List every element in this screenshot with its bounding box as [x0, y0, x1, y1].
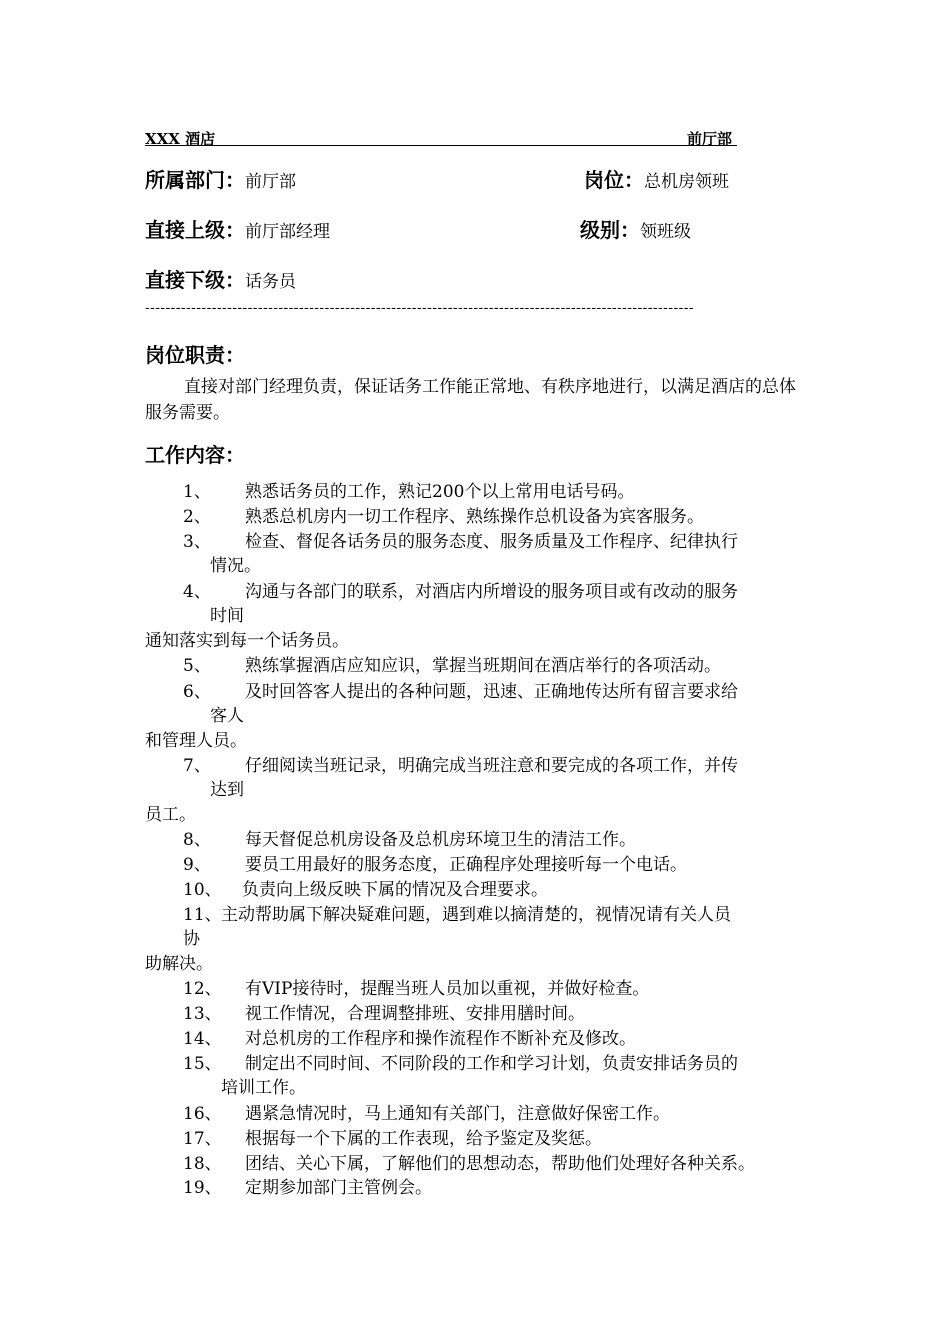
item-text: 根据每一个下属的工作表现，给予鉴定及奖惩。 [245, 1129, 602, 1149]
item-number: 9、 [183, 855, 211, 875]
item-text: 仔细阅读当班记录，明确完成当班注意和要完成的各项工作，并传 [245, 756, 738, 776]
item-number: 7、 [183, 756, 211, 776]
item-continuation: 情况。 [210, 556, 261, 576]
item-number: 18、 [183, 1154, 222, 1174]
item-number: 19、 [183, 1178, 222, 1198]
header-department: 前厅部 [687, 130, 733, 148]
item-number: 2、 [183, 507, 211, 527]
item-continuation: 达到 [210, 780, 244, 800]
post-value: 总机房领班 [644, 172, 729, 192]
dashed-separator: ----------------------------------------------------------------------------------------------------------- [145, 300, 694, 316]
item-number: 6、 [183, 682, 211, 702]
item-text: 定期参加部门主管例会。 [245, 1178, 432, 1198]
work-title: 工作内容： [145, 443, 245, 467]
item-text: 对总机房的工作程序和操作流程作不断补充及修改。 [245, 1029, 636, 1049]
item-text: 视工作情况，合理调整排班、安排用膳时间。 [245, 1004, 585, 1024]
item-number: 1、 [183, 482, 211, 502]
item-tail: 员工。 [145, 805, 196, 825]
dept-row [145, 164, 296, 193]
item-tail: 通知落实到每一个话务员。 [145, 631, 349, 651]
item-text: 熟练掌握酒店应知应识，掌握当班期间在酒店举行的各项活动。 [245, 656, 721, 676]
item-number: 15、 [183, 1054, 222, 1074]
item-number: 3、 [183, 532, 211, 552]
item-text: 及时回答客人提出的各种问题，迅速、正确地传达所有留言要求给 [245, 682, 738, 702]
item-text: 团结、关心下属，了解他们的思想动态，帮助他们处理好各种关系。 [245, 1154, 755, 1174]
item-text: 熟悉总机房内一切工作程序、熟练操作总机设备为宾客服务。 [245, 507, 704, 527]
superior-value: 前厅部经理 [245, 222, 330, 242]
item-number: 4、 [183, 582, 211, 602]
post-row [584, 164, 729, 193]
item-text: 沟通与各部门的联系，对酒店内所增设的服务项目或有改动的服务 [245, 582, 738, 602]
item-text: 主动帮助属下解决疑难问题，遇到难以摘清楚的，视情况请有关人员 [221, 905, 731, 925]
item-number: 17、 [183, 1129, 222, 1149]
duties-text: 直接对部门经理负责，保证话务工作能正常地、有秩序地进行，以满足酒店的总体服务需要。 [145, 377, 796, 423]
header-rule [145, 145, 737, 146]
item-number: 8、 [183, 830, 211, 850]
item-number: 16、 [183, 1104, 222, 1124]
item-number: 14、 [183, 1029, 222, 1049]
superior-label: 直接上级： [145, 218, 245, 242]
item-text: 负责向上级反映下属的情况及合理要求。 [242, 880, 548, 900]
item-continuation: 培训工作。 [221, 1078, 306, 1098]
item-number: 10、 [183, 880, 222, 900]
item-text: 熟悉话务员的工作，熟记200个以上常用电话号码。 [245, 482, 635, 502]
item-continuation: 协 [183, 929, 200, 949]
level-label: 级别： [580, 218, 640, 242]
item-text: 制定出不同时间、不同阶段的工作和学习计划，负责安排话务员的 [245, 1054, 738, 1074]
duties-title: 岗位职责： [145, 343, 245, 367]
item-text: 遇紧急情况时，马上通知有关部门，注意做好保密工作。 [245, 1104, 670, 1124]
item-text: 要员工用最好的服务态度，正确程序处理接听每一个电话。 [245, 855, 687, 875]
dept-label: 所属部门： [145, 168, 245, 192]
subordinate-row [145, 264, 296, 293]
subordinate-label: 直接下级： [145, 268, 245, 292]
item-continuation: 客人 [210, 706, 244, 726]
superior-row [145, 214, 330, 243]
post-label: 岗位： [584, 168, 644, 192]
dept-value: 前厅部 [245, 172, 296, 192]
item-number: 12、 [183, 979, 222, 999]
subordinate-value: 话务员 [245, 272, 296, 292]
item-tail: 助解决。 [145, 954, 213, 974]
level-value: 领班级 [640, 222, 691, 242]
item-text: 有VIP接待时，提醒当班人员加以重视，并做好检查。 [245, 979, 650, 999]
item-tail: 和管理人员。 [145, 731, 247, 751]
item-number: 13、 [183, 1004, 222, 1024]
item-text: 检查、督促各话务员的服务态度、服务质量及工作程序、纪律执行 [245, 532, 738, 552]
item-text: 每天督促总机房设备及总机房环境卫生的清洁工作。 [245, 830, 636, 850]
item-continuation: 时间 [210, 606, 244, 626]
hotel-name: XXX 酒店 [145, 130, 216, 148]
item-number: 5、 [183, 656, 211, 676]
item-number: 11、 [183, 905, 222, 925]
level-row [580, 214, 691, 243]
